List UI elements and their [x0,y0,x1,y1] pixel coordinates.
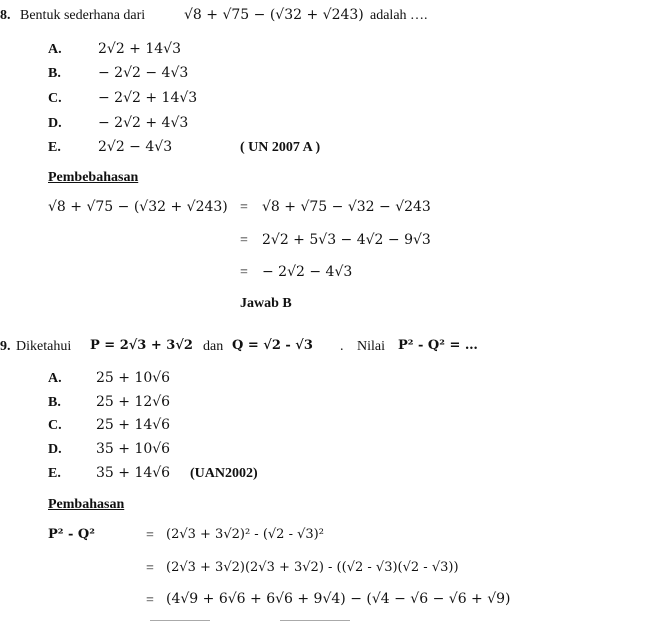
q9-p-definition: P = 2√3 + 3√2 [90,338,193,353]
q9-option-text: 25 + 10√6 [96,370,171,386]
q8-option-letter: A. [48,42,62,57]
q8-number: 8. [0,8,11,23]
q8-suffix: adalah …. [370,8,428,23]
cropped-next-line [280,620,350,633]
q9-option-letter: B. [48,395,61,410]
q8-step-eq: = [240,233,248,248]
q8-option-text: − 2√2 + 14√3 [98,90,198,106]
q9-step-rhs: (2√3 + 3√2)² - (√2 - √3)² [166,527,324,542]
cropped-next-line [150,620,210,633]
q9-discussion-title: Pembahasan [48,497,125,512]
q9-ask-expression: P² - Q² = … [398,338,478,353]
q9-step-rhs: (4√9 + 6√6 + 6√6 + 9√4) − (√4 − √6 − √6 + √9) [166,591,511,607]
q9-option-text: 35 + 10√6 [96,441,171,457]
q9-option-letter: D. [48,442,62,457]
q9-connector: dan [203,339,224,354]
q9-option-letter: C. [48,418,62,433]
q8-answer: Jawab B [240,296,292,311]
q8-option-text: − 2√2 − 4√3 [98,65,189,81]
q8-step-rhs: − 2√2 − 4√3 [262,264,353,280]
q9-option-letter: E. [48,466,61,481]
q8-option-letter: E. [48,140,61,155]
q8-discussion-title: Pembebahasan [48,170,139,185]
q9-option-text: 25 + 14√6 [96,417,171,433]
q9-option-text: 25 + 12√6 [96,394,171,410]
q8-step-rhs: 2√2 + 5√3 − 4√2 − 9√3 [262,232,431,248]
q8-step-eq: = [240,265,248,280]
q9-step-eq: = [146,561,154,576]
q9-dot: . [340,339,344,354]
q8-prompt: Bentuk sederhana dari [20,8,146,23]
q8-step-lhs: √8 + √75 − (√32 + √243) [48,199,228,215]
q8-step-rhs: √8 + √75 − √32 − √243 [262,199,431,215]
q8-step-eq: = [240,200,248,215]
q8-option-text: 2√2 + 14√3 [98,41,182,57]
q9-step-rhs: (2√3 + 3√2)(2√3 + 3√2) - ((√2 - √3)(√2 - √3)) [166,560,459,575]
q9-step-eq: = [146,528,154,543]
q8-source: ( UN 2007 A ) [240,140,321,155]
q9-number: 9. [0,339,11,354]
q9-ask: Nilai [357,339,385,354]
q8-option-text: − 2√2 + 4√3 [98,115,189,131]
q9-step-lhs: P² - Q² [48,527,95,542]
q8-option-letter: D. [48,116,62,131]
q9-q-definition: Q = √2 - √3 [232,338,313,353]
q9-source: (UAN2002) [190,466,258,481]
q8-option-letter: C. [48,91,62,106]
q8-option-letter: B. [48,66,61,81]
q9-option-letter: A. [48,371,62,386]
q9-prompt: Diketahui [16,339,72,354]
q9-step-eq: = [146,593,154,608]
q8-expression: √8 + √75 − (√32 + √243) [184,7,364,23]
q9-option-text: 35 + 14√6 [96,465,171,481]
q8-option-text: 2√2 − 4√3 [98,139,173,155]
